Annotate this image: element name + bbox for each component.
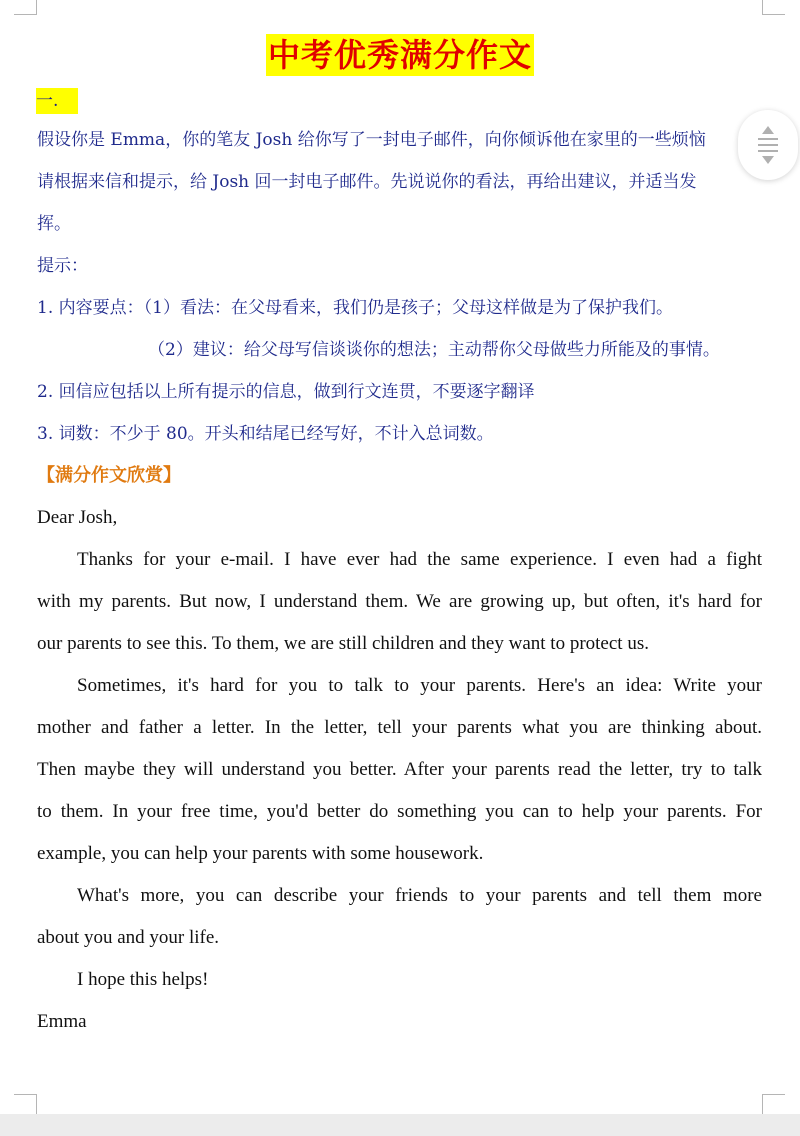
essay-heading: 【满分作文欣赏】: [37, 465, 181, 486]
prompt-line: 挥。: [37, 214, 71, 234]
page-corner-mark: [14, 0, 37, 15]
prompt-hint-label: 提示：: [37, 256, 88, 276]
essay-line: with my parents. But now, I understand them. We are growing up, but often, it's hard for: [37, 591, 762, 612]
menu-lines-icon: [758, 138, 778, 156]
essay-greeting: Dear Josh,: [37, 507, 118, 528]
prompt-point-1: 1. 内容要点：（1）看法：在父母看来，我们仍是孩子；父母这样做是为了保护我们。: [37, 298, 673, 318]
prompt-line: 请根据来信和提示，给 Josh 回一封电子邮件。先说说你的看法，再给出建议，并适当发: [37, 172, 697, 192]
prompt-point-2: 2. 回信应包括以上所有提示的信息，做到行文连贯，不要逐字翻译: [37, 382, 535, 402]
scroll-navigation-button[interactable]: [738, 110, 798, 180]
essay-line: our parents to see this. To them, we are still children and they want to protect us.: [37, 633, 649, 654]
essay-line: Then maybe they will understand you better. After your parents read the letter, try to talk: [37, 759, 762, 780]
essay-line: about you and your life.: [37, 927, 220, 948]
essay-signature: Emma: [37, 1011, 87, 1032]
essay-line: to them. In your free time, you'd better do something you can to help your parents. For: [37, 801, 762, 822]
essay-line: Thanks for your e-mail. I have ever had the same experience. I even had a fight: [77, 549, 762, 570]
prompt-point-1-sub: （2）建议：给父母写信谈谈你的想法；主动帮你父母做些力所能及的事情。: [148, 340, 720, 360]
essay-line: What's more, you can describe your friends to your parents and tell them more: [77, 885, 762, 906]
prompt-line: 假设你是 Emma，你的笔友 Josh 给你写了一封电子邮件，向你倾诉他在家里的一些烦恼: [37, 130, 706, 150]
essay-line: example, you can help your parents with some housework.: [37, 843, 484, 864]
essay-line: mother and father a letter. In the letter, tell your parents what you are thinking about.: [37, 717, 762, 738]
page-corner-mark: [762, 0, 785, 15]
page-title: 中考优秀满分作文: [267, 36, 532, 74]
title-container: [0, 34, 800, 76]
prompt-point-3: 3. 词数：不少于 80。开头和结尾已经写好，不计入总词数。: [37, 424, 494, 444]
section-number: 一.: [36, 88, 78, 114]
essay-line: I hope this helps!: [77, 969, 209, 990]
essay-line: Sometimes, it's hard for you to talk to your parents. Here's an idea: Write your: [77, 675, 762, 696]
page-separator-bar: [0, 1114, 800, 1136]
scroll-down-icon[interactable]: [762, 156, 774, 164]
scroll-up-icon[interactable]: [762, 126, 774, 134]
